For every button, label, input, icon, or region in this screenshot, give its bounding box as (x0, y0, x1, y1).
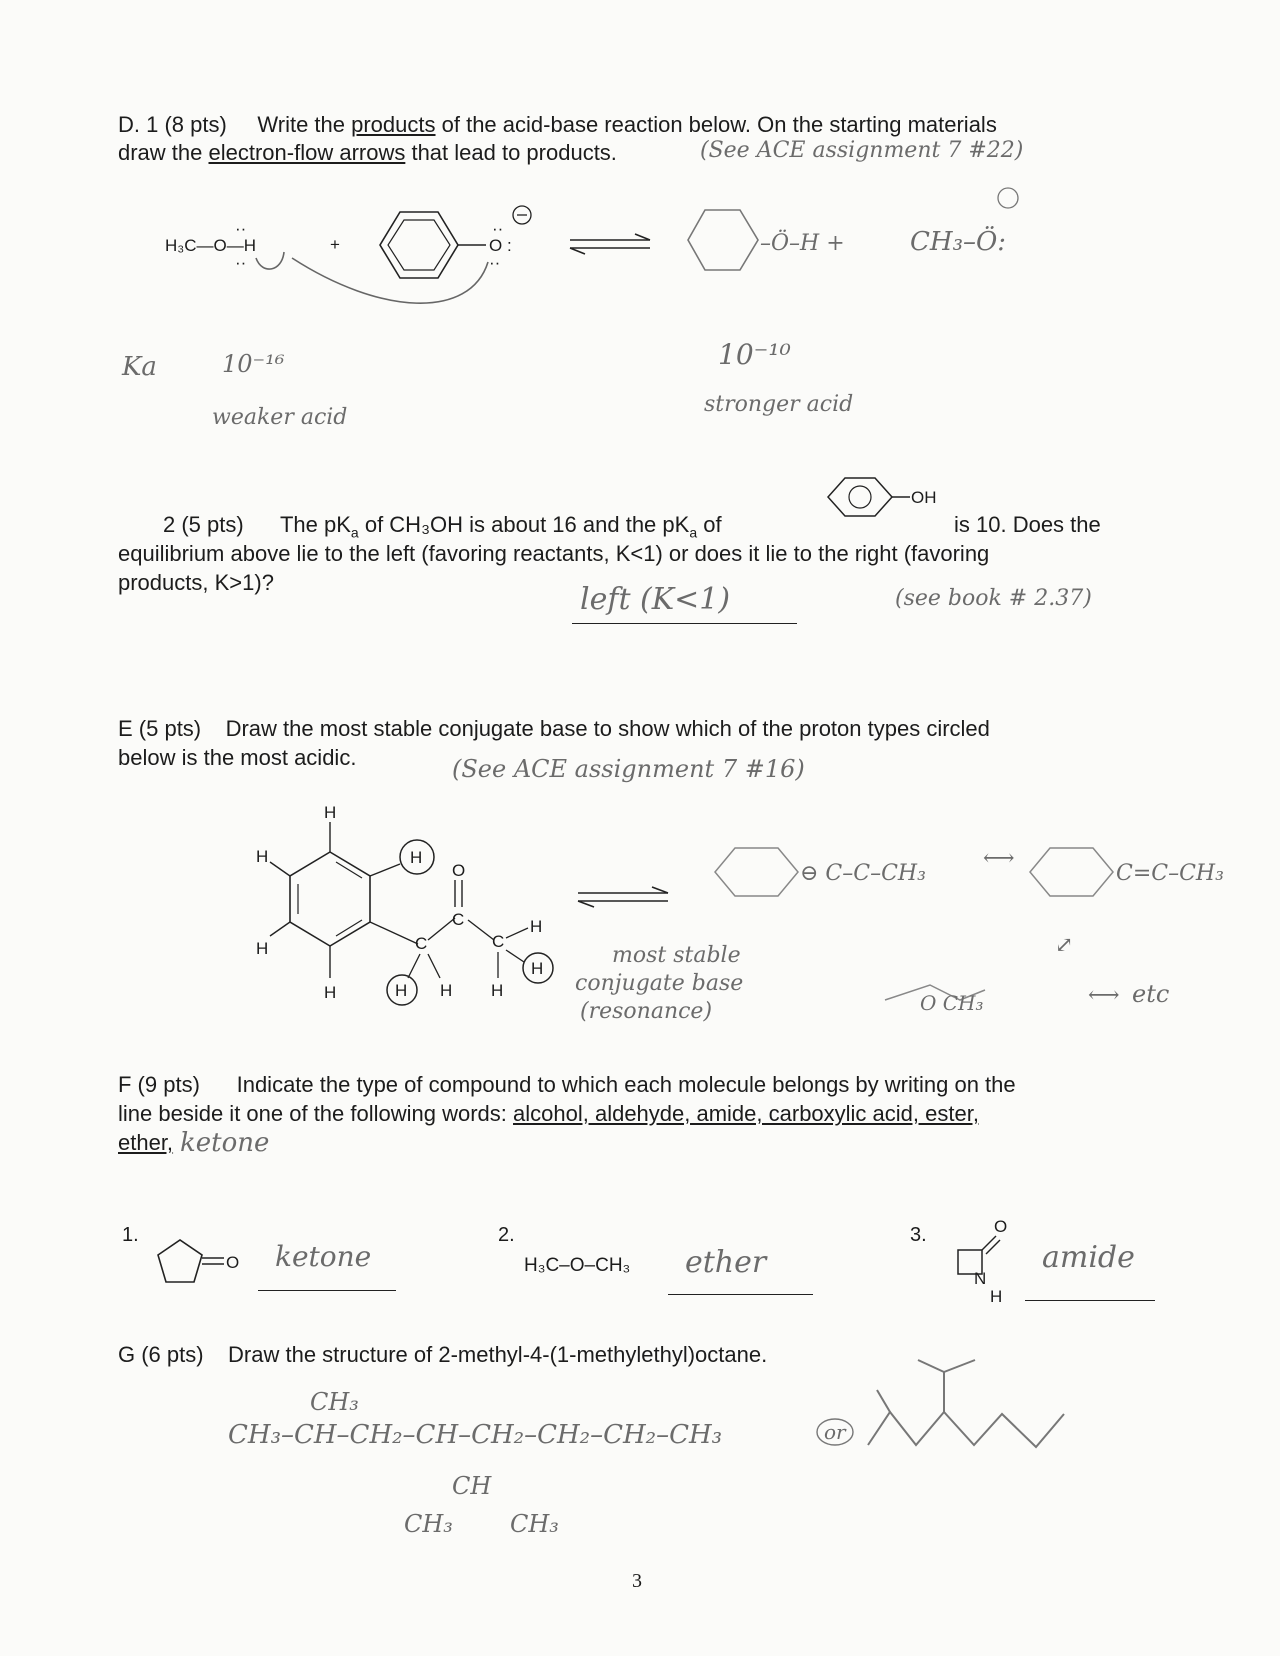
cyclopentanone-o: O (226, 1253, 240, 1272)
e-resonance-arrow-2: ⤢ (1055, 933, 1074, 958)
g-skeletal-chain (868, 1412, 1064, 1447)
f-item-3-answer: amide (1042, 1240, 1135, 1275)
e-h-top: H (324, 803, 337, 822)
f-word-ether: ether, (118, 1130, 174, 1155)
d-q2-text-2: of CH₃OH is about 16 and the pK (358, 512, 690, 537)
e-h-ll: H (256, 939, 269, 958)
f-line1: Indicate the type of compound to which each molecule belongs by writing on the (236, 1072, 1016, 1097)
d-q2-label: 2 (5 pts) (163, 512, 244, 537)
f-item-3-num: 3. (910, 1224, 927, 1246)
lactam-o: O (994, 1217, 1008, 1236)
d-q2-text-3: of (697, 512, 722, 537)
f-item-2-answer: ether (685, 1245, 767, 1280)
d-q2-line3: products, K>1)? (118, 570, 274, 595)
d-q1-label: D. 1 (8 pts) (118, 112, 227, 137)
d-q2-text-1: The pK (279, 512, 351, 537)
phenoxide-lone-pair: ·· (492, 219, 504, 238)
f-item-1-num: 1. (122, 1224, 139, 1246)
f-item-2-num: 2. (498, 1224, 515, 1246)
o-lone-pair-bottom: ·· (235, 253, 247, 272)
ka-right-note: stronger acid (704, 392, 854, 417)
product-methoxide: CH₃–Ö: (910, 227, 1007, 257)
f-word-list: alcohol, aldehyde, amide, carboxylic acid, ester, (513, 1101, 979, 1126)
d-q1-electron-flow: electron-flow arrows (208, 140, 406, 165)
g-text: Draw the structure of 2-methyl-4-(1-methylethyl)octane. (228, 1342, 768, 1367)
f-item-1-answer: ketone (275, 1240, 372, 1273)
e-h-ul: H (256, 847, 269, 866)
o-lone-pair-top: ·· (235, 219, 247, 238)
page-number: 3 (632, 1570, 642, 1592)
e-answer-note-2: conjugate base (575, 971, 744, 996)
d-q1-line2-pre: draw the (118, 140, 209, 165)
product-phenol-oh: –Ö–H + (760, 231, 845, 256)
e-methyl-h1: H (530, 917, 543, 936)
lactam-h: H (990, 1287, 1003, 1306)
ka-label: Ka (122, 352, 157, 382)
e-etc: etc (1132, 980, 1170, 1008)
pka-sub-2: a (689, 524, 698, 541)
ka-left-note: weaker acid (212, 405, 348, 430)
phenoxide-lone-pair-bottom: ·· (489, 253, 501, 272)
e-resonance-arrow-3: ⟷ (1088, 983, 1120, 1008)
d-q1-line2-post: that lead to products. (405, 140, 617, 165)
g-hw-branch: CH (452, 1472, 492, 1500)
e-note: (See ACE assignment 7 #16) (452, 755, 805, 783)
ka-right-value: 10⁻¹⁰ (718, 338, 791, 371)
g-skeletal-methyl (877, 1390, 890, 1412)
e-circled-aromatic-h-label: H (410, 848, 423, 867)
f-line2-pre: line beside it one of the following words: (118, 1101, 514, 1126)
e-carbonyl-o: O (452, 861, 466, 880)
d-q1-products: products (351, 112, 436, 137)
e-resonance-struct-2: C=C–CH₃ (1116, 861, 1224, 886)
e-resonance-struct-1: ⊖ C–C–CH₃ (800, 861, 926, 886)
e-h-bottom: H (324, 983, 337, 1002)
g-hw-bottom-left: CH₃ (404, 1510, 453, 1538)
e-ch2-h2: H (440, 981, 453, 1000)
g-skeletal-branch-1 (918, 1360, 944, 1372)
plus-sign: + (330, 235, 340, 254)
phenoxide-oxygen: O : (489, 236, 512, 255)
methanol-formula: H₃C—O—H (165, 236, 256, 255)
e-answer-note-1: most stable (612, 943, 741, 968)
g-or-text: or (824, 1420, 846, 1444)
e-label: E (5 pts) (118, 716, 202, 741)
d-q1-line1-post: of the acid-base reaction below. On the starting materials (435, 112, 997, 137)
e-line1: Draw the most stable conjugate base to show which of the proton types circled (225, 716, 990, 741)
f-item-2-formula: H₃C–O–CH₃ (524, 1255, 631, 1276)
d-q1-line1-pre: Write the (257, 112, 352, 137)
f-word-ketone-hw: ketone (180, 1128, 270, 1158)
d-q2-text-end: is 10. Does the (954, 512, 1101, 537)
e-circled-methyl-h-label: H (531, 959, 544, 978)
d-q2-note: (see book # 2.37) (895, 586, 1092, 611)
f-label: F (9 pts) (118, 1072, 200, 1097)
g-hw-main-chain: CH₃–CH–CH₂–CH–CH₂–CH₂–CH₂–CH₃ (228, 1420, 723, 1450)
phenol-oh-label: OH (911, 488, 937, 507)
ka-left-value: 10⁻¹⁶ (222, 350, 285, 378)
g-hw-top-methyl: CH₃ (310, 1388, 359, 1416)
e-line2: below is the most acidic. (118, 745, 357, 770)
e-ch2-c: C (415, 934, 428, 953)
d-q2-line2: equilibrium above lie to the left (favoring reactants, K<1) or does it lie to the right (favoring (118, 541, 990, 566)
e-answer-note-3: (resonance) (580, 999, 713, 1024)
e-methyl-h2: H (491, 981, 504, 1000)
e-circled-ch2-h-label: H (395, 981, 408, 1000)
g-hw-bottom-right: CH₃ (510, 1510, 559, 1538)
e-resonance-arrow-1: ⟷ (983, 846, 1015, 871)
e-methyl-c: C (492, 932, 505, 951)
g-skeletal-branch-2 (944, 1360, 975, 1372)
e-carbonyl-c: C (452, 910, 465, 929)
d-q1-note: (See ACE assignment 7 #22) (700, 138, 1024, 163)
g-label: G (6 pts) (118, 1342, 204, 1367)
e-resonance-struct-3: O CH₃ (920, 991, 984, 1015)
d-q2-answer: left (K<1) (580, 582, 731, 617)
pka-sub-1: a (350, 524, 359, 541)
lactam-n: N (974, 1269, 987, 1288)
